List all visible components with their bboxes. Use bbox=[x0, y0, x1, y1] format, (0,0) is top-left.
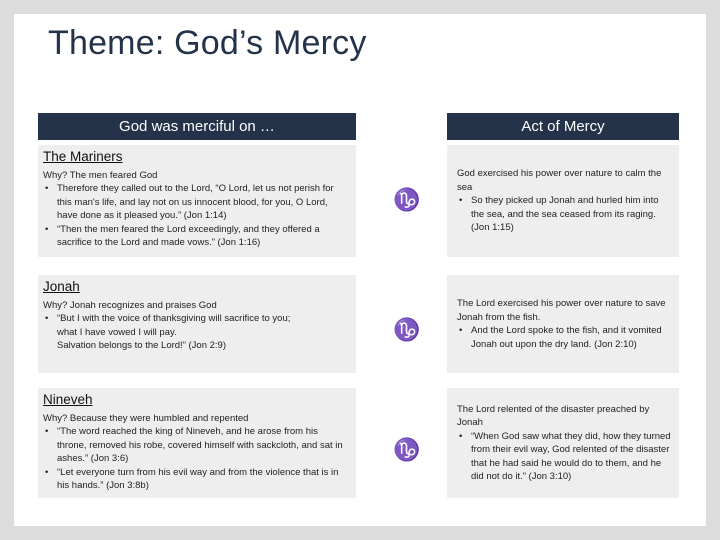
entity-title: Nineveh bbox=[43, 392, 93, 407]
nineveh-box bbox=[38, 388, 356, 498]
act-text: The Lord relented of the disaster preached by Jonah bbox=[457, 403, 650, 428]
bullet-list bbox=[43, 312, 350, 326]
jonah-box bbox=[38, 275, 356, 373]
poem-line: Salvation belongs to the Lord!” (Jon 2:9) bbox=[57, 339, 226, 351]
arrow-icon: ♑ bbox=[393, 318, 421, 343]
entity-title: The Mariners bbox=[43, 149, 123, 164]
why-text: Why? Because they were humbled and repented bbox=[43, 413, 249, 424]
act-bullet-list bbox=[457, 324, 673, 351]
act-bullet-item: • “When God saw what they did, how they turned from their evil way, God relented of the disaster that he had said he would do to them, and he did not do it.” (Jon 3:10) bbox=[457, 430, 673, 484]
act-bullet-item: • And the Lord spoke to the fish, and it vomited Jonah out upon the dry land. (Jon 2:10) bbox=[457, 324, 673, 351]
right-column-header: Act of Mercy bbox=[447, 113, 679, 140]
bullet-list bbox=[43, 182, 350, 250]
arrow-icon: ♑ bbox=[393, 188, 421, 213]
act-bullet-list bbox=[457, 194, 673, 235]
bullet-list bbox=[43, 425, 350, 493]
mariners-mercy-box bbox=[447, 145, 679, 257]
left-column-header: God was merciful on … bbox=[38, 113, 356, 140]
bullet-item: • “Then the men feared the Lord exceedingly, and they offered a sacrifice to the Lord and made vows.” (Jon 1:16) bbox=[43, 223, 350, 250]
act-bullet-list bbox=[457, 430, 673, 484]
jonah-mercy-box bbox=[447, 275, 679, 373]
why-text: Why? Jonah recognizes and praises God bbox=[43, 300, 217, 311]
act-text: God exercised his power over nature to calm the sea bbox=[457, 168, 662, 193]
page-title: Theme: God’s Mercy bbox=[48, 24, 367, 62]
mariners-box bbox=[38, 145, 356, 257]
arrow-icon: ♑ bbox=[393, 438, 421, 463]
poem-line: what I have vowed I will pay. bbox=[57, 326, 177, 338]
act-bullet-item: • So they picked up Jonah and hurled him into the sea, and the sea ceased from its raging. (Jon 1:15) bbox=[457, 194, 673, 235]
bullet-item: • “Let everyone turn from his evil way and from the violence that is in his hands.” (Jon 3:8b) bbox=[43, 466, 350, 493]
act-text: The Lord exercised his power over nature to save Jonah from the fish. bbox=[457, 298, 666, 323]
bullet-item: • Therefore they called out to the Lord, “O Lord, let us not perish for this man's life, and lay not on us innocent blood, for you, O Lord, have done as it pleased you.” (Jon 1:14) bbox=[43, 182, 350, 223]
bullet-item: • “The word reached the king of Nineveh, and he arose from his throne, removed his robe, covered himself with sackcloth, and sat in ashes.” (Jon 3:6) bbox=[43, 425, 350, 466]
bullet-item: • “But I with the voice of thanksgiving will sacrifice to you; bbox=[43, 312, 350, 326]
entity-title: Jonah bbox=[43, 279, 80, 294]
nineveh-mercy-box bbox=[447, 388, 679, 498]
why-text: Why? The men feared God bbox=[43, 170, 158, 181]
